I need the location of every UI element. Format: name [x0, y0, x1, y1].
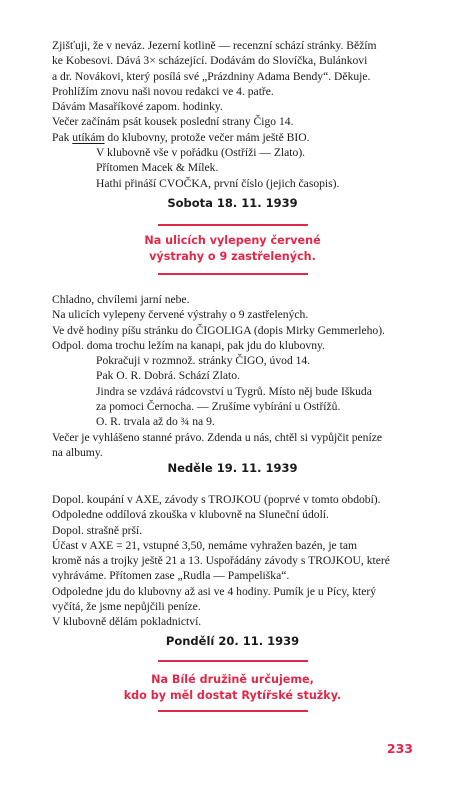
red-rule — [158, 224, 308, 226]
text-line: Dopol. strašně prší. — [52, 523, 143, 537]
date-heading-saturday: Sobota 18. 11. 1939 — [167, 196, 298, 210]
indented-line: Hathi přináší CVOČKA, první číslo (jejich časopis). — [96, 176, 340, 190]
indented-line: za pomoci Černocha. — Zrušíme vybírání u Ostřížů. — [96, 400, 341, 414]
indented-line: Pokračuji v rozmnož. stránky ČIGO, úvod 14. — [96, 354, 311, 368]
text-line: vyčítá, že jsme nepůjčili peníze. — [52, 600, 201, 614]
diary-entry-saturday — [52, 292, 422, 460]
text-line: Ve dvě hodiny píšu stránku do ČIGOLIGA (dopis Mirky Gemmerleho). — [52, 323, 385, 337]
underlined-word: utíkám — [72, 130, 105, 144]
text-line: Večer je vyhlášeno stanné právo. Zdenda u nás, chtěl si vypůjčit peníze — [52, 430, 382, 444]
text-line: Odpol. doma trochu ležím na kanapi, pak jdu do klubovny. — [52, 338, 325, 352]
indented-line: Jindra se vzdává rádcovství u Tygrů. Místo něj bude Iškuda — [96, 384, 372, 398]
indented-line: Přítomen Macek & Mílek. — [96, 161, 219, 175]
red-rule — [158, 273, 308, 275]
text-line: Odpoledne oddílová zkouška v klubovně na Sluneční údolí. — [52, 508, 329, 522]
red-rule — [158, 660, 308, 662]
text-line: na albumy. — [52, 445, 103, 459]
highlight-note-saturday: Na ulicích vylepeny červené výstrahy o 9 zastřelených. — [144, 234, 321, 263]
diary-entry-sunday — [52, 492, 422, 630]
date-heading-monday: Pondělí 20. 11. 1939 — [165, 634, 300, 648]
date-heading-sunday: Neděle 19. 11. 1939 — [167, 461, 298, 475]
text-line: Zjišťuji, že v neváz. Jezerní kotlině — recenzní schází stránky. Běžím — [52, 39, 377, 52]
text-line: a dr. Novákovi, který posílá své „Prázdniny Adama Bendy“. Děkuje. — [52, 69, 371, 83]
text-line: Chladno, chvílemi jarní nebe. — [52, 293, 190, 306]
text-line: Účast v AXE = 21, vstupné 3,50, nemáme vyhražen bazén, je tam — [52, 538, 357, 552]
indented-line: Pak O. R. Dobrá. Schází Zlato. — [96, 369, 240, 383]
text-line: Dávám Masaříkové zapom. hodinky. — [52, 100, 223, 114]
text-line: V klubovně dělám pokladnictví. — [52, 615, 202, 629]
highlight-note-monday: Na Bílé družině určujeme, kdo by měl dostat Rytířské stužky. — [123, 673, 342, 702]
text-line: Prohlížím znovu naši novou redakci ve 4. patře. — [52, 84, 274, 98]
text-line: Dopol. koupání v AXE, závody s TROJKOU (poprvé v tomto období). — [52, 493, 381, 506]
text-line: Pak utíkám do klubovny, protože večer mám ještě BIO. — [52, 130, 310, 144]
indented-line: O. R. trvala až do ¾ na 9. — [96, 415, 215, 429]
indented-line: V klubovně vše v pořádku (Ostříži — Zlato). — [96, 146, 306, 160]
diary-entry-continued — [52, 38, 422, 191]
text-line: vyhráváme. Přítomen zase „Rudla — Pampeliška“. — [52, 569, 290, 583]
red-rule — [158, 710, 308, 712]
page-number: 233 — [386, 741, 413, 756]
text-line: Na ulicích vylepeny červené výstrahy o 9 zastřelených. — [52, 308, 309, 322]
text-line: ke Kobesovi. Dává 3× scházející. Dodávám do Slovíčka, Bulánkovi — [52, 54, 368, 68]
text-line: kromě nás a trojky ještě 21 a 13. Uspořádány závody s TROJKOU, které — [52, 554, 390, 568]
text-line: Večer začínám psát kousek poslední strany Čigo 14. — [52, 115, 294, 129]
text-line: Odpoledne jdu do klubovny až asi ve 4 hodiny. Pumík je u Pícy, který — [52, 584, 377, 598]
